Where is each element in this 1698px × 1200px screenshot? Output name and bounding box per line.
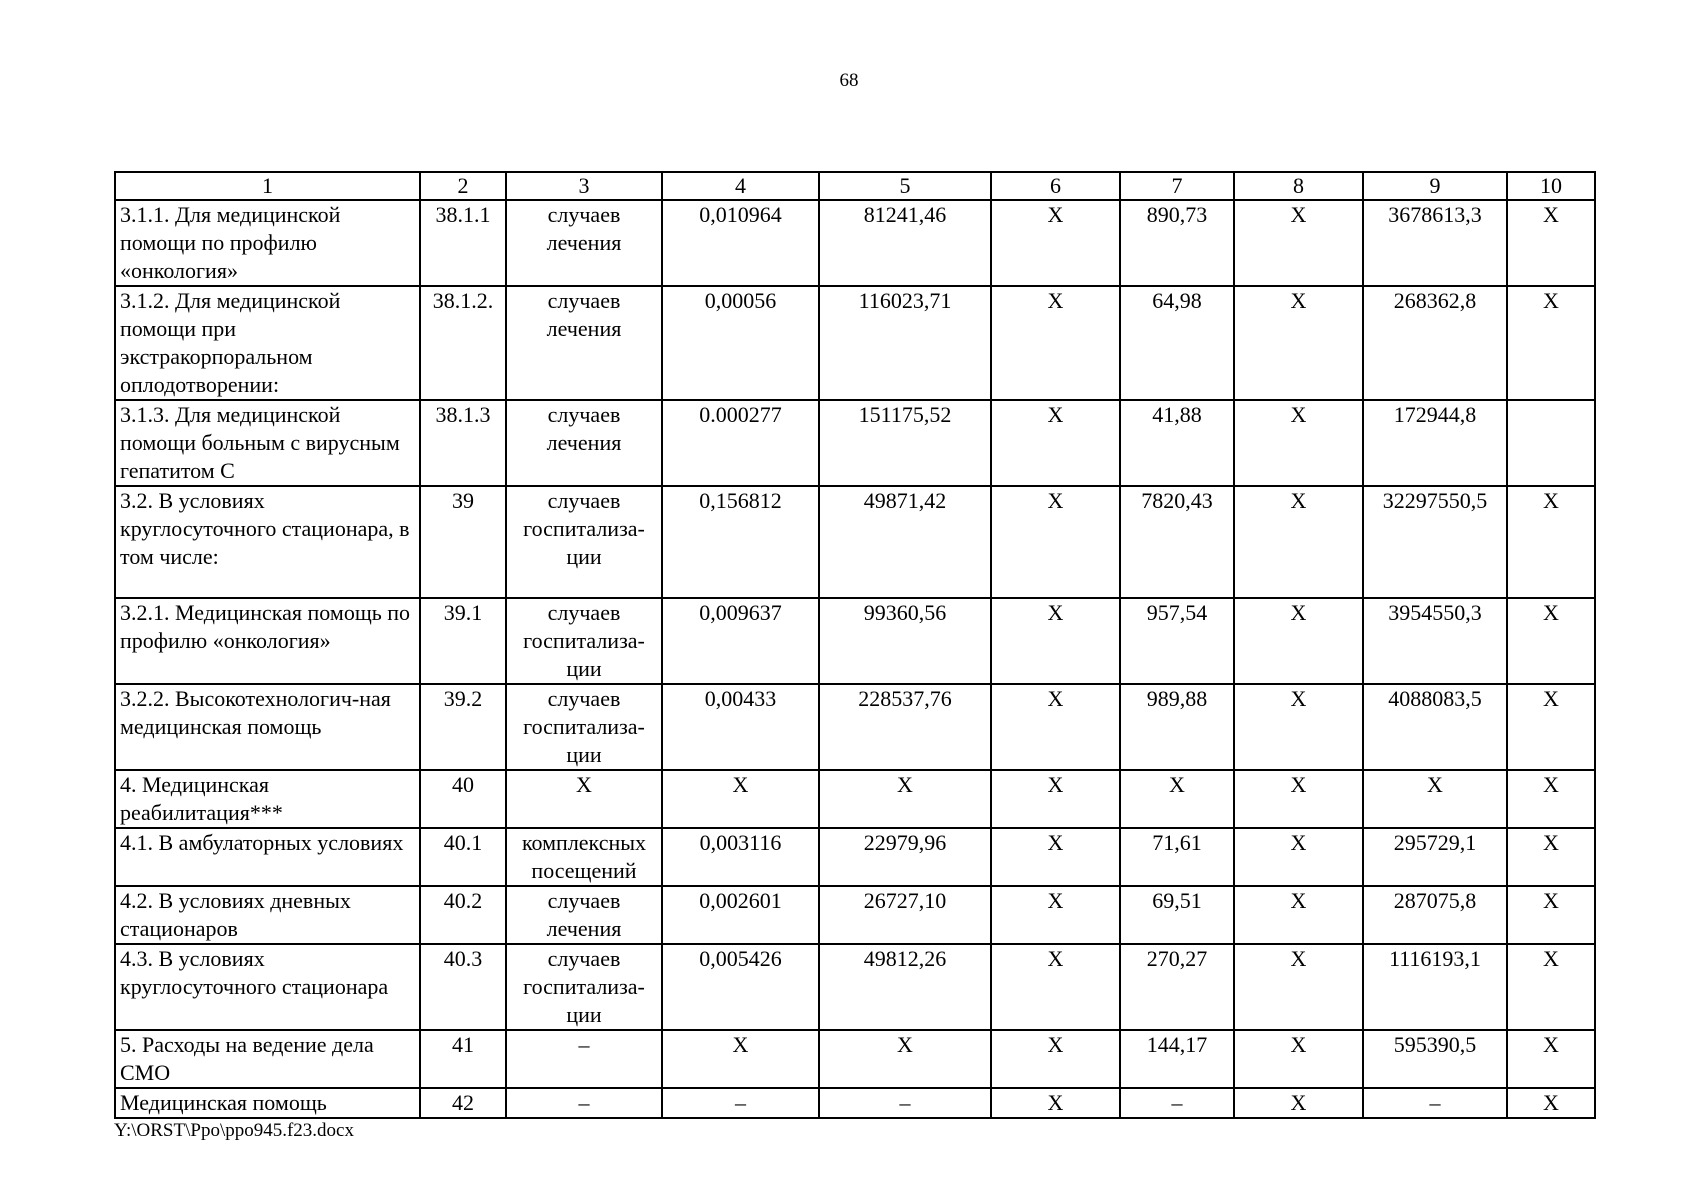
table-cell: 116023,71 — [819, 286, 991, 400]
header-cell: 4 — [662, 172, 819, 200]
row-unit: случаев госпитализа-ции — [506, 684, 662, 770]
row-code: 40.3 — [420, 944, 506, 1030]
row-code: 39.2 — [420, 684, 506, 770]
table-cell: 81241,46 — [819, 200, 991, 286]
header-cell: 9 — [1363, 172, 1507, 200]
data-table — [114, 171, 1596, 1119]
table-cell: 0,009637 — [662, 598, 819, 684]
table-cell: 69,51 — [1120, 886, 1234, 944]
table-cell: Х — [1507, 200, 1595, 286]
table-cell: Х — [991, 944, 1120, 1030]
table-cell: 0,156812 — [662, 486, 819, 598]
table-cell: 71,61 — [1120, 828, 1234, 886]
table-cell: Х — [1234, 200, 1363, 286]
row-unit: случаев лечения — [506, 200, 662, 286]
row-label: 3.1.1. Для медицинской помощи по профилю «онкология» — [115, 200, 420, 286]
table-cell: 295729,1 — [1363, 828, 1507, 886]
table-cell: Х — [662, 770, 819, 828]
table-cell: 0,00433 — [662, 684, 819, 770]
header-cell: 6 — [991, 172, 1120, 200]
header-cell: 3 — [506, 172, 662, 200]
row-code: 39.1 — [420, 598, 506, 684]
table-cell: Х — [1507, 486, 1595, 598]
table-cell: Х — [1234, 400, 1363, 486]
table-cell: 99360,56 — [819, 598, 991, 684]
table-cell: Х — [1507, 770, 1595, 828]
table-cell: Х — [1234, 684, 1363, 770]
table-cell: 0,002601 — [662, 886, 819, 944]
table-cell: 4088083,5 — [1363, 684, 1507, 770]
table-cell: Х — [1234, 886, 1363, 944]
header-cell: 8 — [1234, 172, 1363, 200]
table-cell: 268362,8 — [1363, 286, 1507, 400]
table-cell: Х — [1507, 684, 1595, 770]
table-cell: 22979,96 — [819, 828, 991, 886]
row-label: 4.3. В условиях круглосуточного стационара — [115, 944, 420, 1030]
header-cell: 2 — [420, 172, 506, 200]
row-label: 3.2. В условиях круглосуточного стационара, в том числе: — [115, 486, 420, 598]
table-cell: 989,88 — [1120, 684, 1234, 770]
row-unit: случаев лечения — [506, 400, 662, 486]
table-cell: – — [819, 1088, 991, 1118]
table-cell: Х — [1507, 886, 1595, 944]
table-cell: Х — [1234, 286, 1363, 400]
table-cell: 26727,10 — [819, 886, 991, 944]
row-code: 38.1.3 — [420, 400, 506, 486]
table-cell: 64,98 — [1120, 286, 1234, 400]
table-cell: Х — [1234, 1030, 1363, 1088]
row-unit: комплексных посещений — [506, 828, 662, 886]
table-cell: Х — [1234, 770, 1363, 828]
table-cell: 270,27 — [1120, 944, 1234, 1030]
table-cell: Х — [1507, 286, 1595, 400]
table-cell: 0,003116 — [662, 828, 819, 886]
row-unit: Х — [506, 770, 662, 828]
table-cell: Х — [991, 1030, 1120, 1088]
table-cell: 7820,43 — [1120, 486, 1234, 598]
row-unit: случаев лечения — [506, 286, 662, 400]
table-row — [115, 1030, 1595, 1088]
row-code: 38.1.1 — [420, 200, 506, 286]
table-cell: 890,73 — [1120, 200, 1234, 286]
row-label: 3.2.1. Медицинская помощь по профилю «онкология» — [115, 598, 420, 684]
table-cell: 144,17 — [1120, 1030, 1234, 1088]
table-cell: – — [1120, 1088, 1234, 1118]
row-code: 38.1.2. — [420, 286, 506, 400]
table-cell: Х — [991, 400, 1120, 486]
header-cell: 5 — [819, 172, 991, 200]
page-number: 68 — [839, 70, 859, 91]
table-cell: 3954550,3 — [1363, 598, 1507, 684]
row-code: 39 — [420, 486, 506, 598]
row-label: 3.1.2. Для медицинской помощи при экстракорпоральном оплодотворении: — [115, 286, 420, 400]
table-cell: Х — [991, 286, 1120, 400]
table-cell: Х — [991, 684, 1120, 770]
row-unit: случаев госпитализа-ции — [506, 944, 662, 1030]
header-cell: 7 — [1120, 172, 1234, 200]
table-cell: Х — [1120, 770, 1234, 828]
row-unit: случаев госпитализа-ции — [506, 598, 662, 684]
table-row — [115, 1088, 1595, 1118]
table-cell: Х — [1507, 944, 1595, 1030]
table-cell: Х — [1363, 770, 1507, 828]
table-row — [115, 286, 1595, 400]
row-unit: – — [506, 1030, 662, 1088]
table-cell: 0,010964 — [662, 200, 819, 286]
table-cell: 287075,8 — [1363, 886, 1507, 944]
row-code: 42 — [420, 1088, 506, 1118]
table-cell: Х — [1234, 944, 1363, 1030]
table-cell: 957,54 — [1120, 598, 1234, 684]
row-code: 40.2 — [420, 886, 506, 944]
table-cell: Х — [991, 486, 1120, 598]
table-cell: Х — [991, 886, 1120, 944]
table-cell: Х — [1507, 828, 1595, 886]
row-label: 5. Расходы на ведение дела СМО — [115, 1030, 420, 1088]
file-path-footer: Y:\ORST\Ppo\ppo945.f23.docx — [114, 1120, 354, 1141]
row-label: 4.2. В условиях дневных стационаров — [115, 886, 420, 944]
table-row — [115, 400, 1595, 486]
row-code: 41 — [420, 1030, 506, 1088]
table-cell: Х — [1507, 598, 1595, 684]
table-cell: 3678613,3 — [1363, 200, 1507, 286]
table-cell: 228537,76 — [819, 684, 991, 770]
row-unit: случаев лечения — [506, 886, 662, 944]
header-cell: 10 — [1507, 172, 1595, 200]
table-row — [115, 598, 1595, 684]
row-label: 3.2.2. Высокотехнологич-ная медицинская помощь — [115, 684, 420, 770]
table-cell: Х — [991, 770, 1120, 828]
table-cell: 0,005426 — [662, 944, 819, 1030]
table-row — [115, 486, 1595, 598]
table-cell: 49871,42 — [819, 486, 991, 598]
table-row — [115, 770, 1595, 828]
row-code: 40.1 — [420, 828, 506, 886]
table-cell: 172944,8 — [1363, 400, 1507, 486]
table-row — [115, 886, 1595, 944]
table-cell: Х — [1234, 1088, 1363, 1118]
table-row — [115, 684, 1595, 770]
row-code: 40 — [420, 770, 506, 828]
table-cell: 49812,26 — [819, 944, 991, 1030]
row-label: 3.1.3. Для медицинской помощи больным с вирусным гепатитом С — [115, 400, 420, 486]
table-cell: Х — [1234, 486, 1363, 598]
table-cell — [1507, 400, 1595, 486]
table-cell: Х — [991, 598, 1120, 684]
table-cell: 32297550,5 — [1363, 486, 1507, 598]
row-unit: – — [506, 1088, 662, 1118]
table-cell: 595390,5 — [1363, 1030, 1507, 1088]
header-cell: 1 — [115, 172, 420, 200]
table-cell: 0.000277 — [662, 400, 819, 486]
row-unit: случаев госпитализа-ции — [506, 486, 662, 598]
table-cell: Х — [1234, 828, 1363, 886]
table-cell: 41,88 — [1120, 400, 1234, 486]
table-cell: Х — [991, 1088, 1120, 1118]
table-cell: Х — [662, 1030, 819, 1088]
table-row — [115, 944, 1595, 1030]
table-cell: Х — [819, 770, 991, 828]
table-cell: Х — [1234, 598, 1363, 684]
table-cell: Х — [819, 1030, 991, 1088]
table-cell: 0,00056 — [662, 286, 819, 400]
table-cell: 151175,52 — [819, 400, 991, 486]
table-cell: Х — [991, 200, 1120, 286]
row-label: Медицинская помощь — [115, 1088, 420, 1118]
table-row — [115, 828, 1595, 886]
table-cell: Х — [1507, 1030, 1595, 1088]
table-cell: Х — [1507, 1088, 1595, 1118]
table-header-row — [115, 172, 1595, 200]
row-label: 4. Медицинская реабилитация*** — [115, 770, 420, 828]
table-cell: – — [662, 1088, 819, 1118]
table-cell: Х — [991, 828, 1120, 886]
table-row — [115, 200, 1595, 286]
table-cell: 1116193,1 — [1363, 944, 1507, 1030]
table-cell: – — [1363, 1088, 1507, 1118]
row-label: 4.1. В амбулаторных условиях — [115, 828, 420, 886]
